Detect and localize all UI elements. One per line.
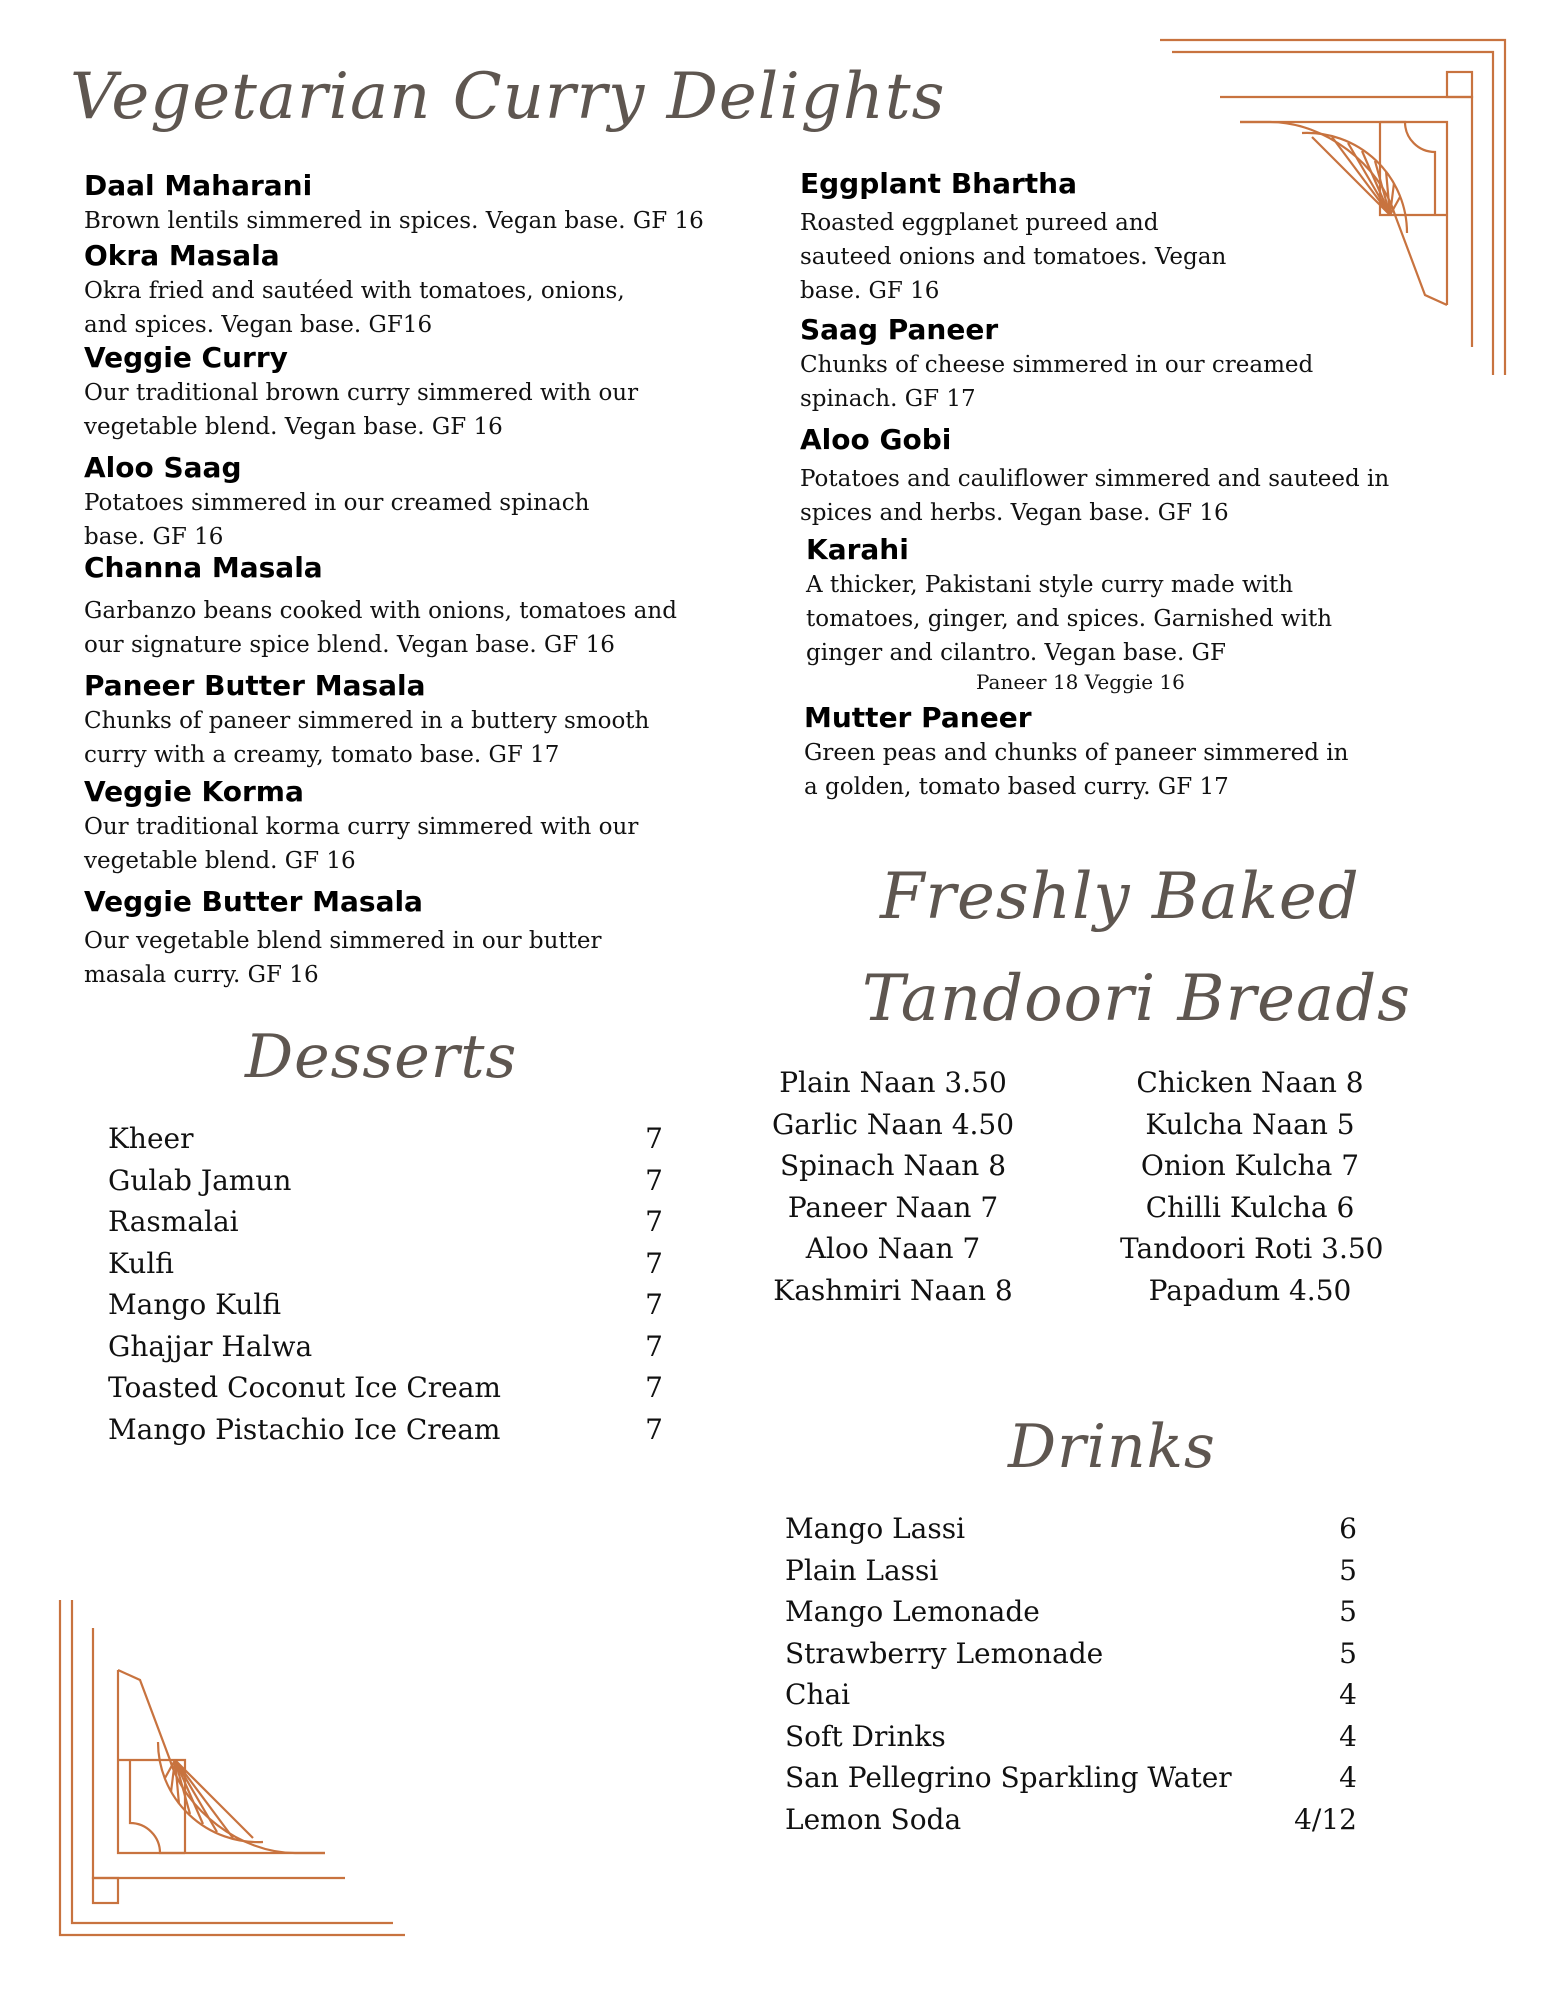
breads-list xyxy=(763,1062,1384,1311)
list-item xyxy=(785,1633,1357,1675)
list-item xyxy=(763,1270,1380,1312)
dish-description: masala curry. GF 16 xyxy=(84,962,319,988)
item-name: Mango Kulfi xyxy=(108,1288,282,1321)
dish-description: Potatoes and cauliflower simmered and sauteed in xyxy=(800,466,1390,492)
list-item xyxy=(108,1409,663,1451)
dish-name: Karahi xyxy=(806,533,909,566)
dish-name: Saag Paneer xyxy=(800,313,999,346)
item-name: Toasted Coconut Ice Cream xyxy=(108,1371,501,1404)
sub-prices: Paneer 18 Veggie 16 xyxy=(976,670,1185,694)
item-price: 6 xyxy=(1339,1512,1357,1545)
item-name: Rasmalai xyxy=(108,1205,239,1238)
dish-description: Our vegetable blend simmered in our butter xyxy=(84,928,602,954)
dish-name: Veggie Curry xyxy=(84,341,288,374)
dish-description: A thicker, Pakistani style curry made with xyxy=(806,572,1294,598)
curry-item xyxy=(800,422,1440,532)
list-item xyxy=(108,1160,663,1202)
item-name: Ghajjar Halwa xyxy=(108,1329,313,1363)
item-price: 7 xyxy=(645,1412,663,1446)
bread-item: Chicken Naan 8 xyxy=(1136,1066,1364,1099)
curry-item xyxy=(84,168,764,238)
dish-description: curry with a creamy, tomato base. GF 17 xyxy=(84,742,560,768)
dish-description: spices and herbs. Vegan base. GF 16 xyxy=(800,500,1229,526)
item-price: 4/12 xyxy=(1294,1802,1357,1836)
desserts-list xyxy=(108,1118,663,1450)
item-price: 4 xyxy=(1339,1719,1357,1753)
drinks-title: Drinks xyxy=(1008,1412,1216,1482)
item-price: 7 xyxy=(645,1371,663,1404)
dish-description: our signature spice blend. Vegan base. GF 16 xyxy=(84,632,615,658)
dish-name: Aloo Gobi xyxy=(800,423,952,456)
dish-description: and spices. Vegan base. GF16 xyxy=(84,312,433,338)
item-price: 4 xyxy=(1339,1761,1357,1794)
item-price: 7 xyxy=(645,1163,663,1197)
dish-description: base. GF 16 xyxy=(84,524,224,550)
list-item xyxy=(108,1284,663,1326)
dish-description: ginger and cilantro. Vegan base. GF xyxy=(806,640,1226,666)
curry-item xyxy=(84,774,764,884)
item-name: Kulfi xyxy=(108,1246,174,1280)
bread-item: Garlic Naan 4.50 xyxy=(771,1107,1015,1141)
list-item xyxy=(785,1508,1357,1550)
dish-name: Daal Maharani xyxy=(84,169,313,202)
curry-item xyxy=(84,450,764,550)
dish-name: Paneer Butter Masala xyxy=(84,669,426,702)
bread-item: Kulcha Naan 5 xyxy=(1145,1107,1355,1141)
curry-item xyxy=(84,668,764,774)
dish-description: Brown lentils simmered in spices. Vegan base. GF 16 xyxy=(84,208,704,234)
dish-description: sauteed onions and tomatoes. Vegan xyxy=(800,244,1227,270)
bread-item: Onion Kulcha 7 xyxy=(1140,1149,1360,1182)
list-item xyxy=(763,1104,1380,1146)
dish-description: spinach. GF 17 xyxy=(800,386,976,412)
dish-description: Chunks of paneer simmered in a buttery smooth xyxy=(84,708,650,734)
bread-item: Tandoori Roti 3.50 xyxy=(1120,1232,1384,1265)
curry-item xyxy=(84,238,764,340)
curries-left-column xyxy=(84,168,764,992)
bread-item: Papadum 4.50 xyxy=(1148,1273,1352,1307)
dish-name: Channa Masala xyxy=(84,551,323,584)
bread-item: Paneer Naan 7 xyxy=(787,1190,999,1224)
dish-description: vegetable blend. Vegan base. GF 16 xyxy=(84,414,503,440)
list-item xyxy=(108,1118,663,1160)
item-price: 7 xyxy=(645,1329,663,1363)
list-item xyxy=(785,1716,1357,1758)
item-name: Soft Drinks xyxy=(785,1719,946,1753)
list-item xyxy=(785,1674,1357,1716)
corner-ornament-bottom-left-icon xyxy=(55,1580,415,1940)
item-price: 5 xyxy=(1339,1553,1357,1587)
bread-item: Kashmiri Naan 8 xyxy=(773,1273,1013,1307)
item-name: Plain Lassi xyxy=(785,1553,939,1587)
item-name: Chai xyxy=(785,1678,851,1711)
dish-description: a golden, tomato based curry. GF 17 xyxy=(804,774,1229,800)
item-price: 7 xyxy=(645,1205,663,1238)
list-item xyxy=(108,1367,663,1409)
item-name: Kheer xyxy=(108,1122,194,1155)
breads-title-line1: Freshly Baked xyxy=(880,860,1360,934)
bread-item: Spinach Naan 8 xyxy=(779,1149,1007,1182)
dish-name: Mutter Paneer xyxy=(804,701,1032,734)
dish-description: Okra fried and sautéed with tomatoes, onions, xyxy=(84,278,625,304)
list-item xyxy=(785,1799,1357,1841)
list-item xyxy=(108,1243,663,1285)
item-name: Mango Lassi xyxy=(785,1512,966,1545)
item-price: 7 xyxy=(645,1246,663,1280)
dish-description: Garbanzo beans cooked with onions, tomatoes and xyxy=(84,598,677,624)
dish-name: Eggplant Bhartha xyxy=(800,167,1078,200)
dish-name: Okra Masala xyxy=(84,239,280,272)
list-item xyxy=(785,1757,1357,1799)
dish-description: Roasted eggplanet pureed and xyxy=(800,210,1159,236)
curry-item xyxy=(84,550,764,668)
item-price: 5 xyxy=(1339,1636,1357,1670)
item-name: Gulab Jamun xyxy=(108,1163,292,1197)
curry-item xyxy=(84,884,764,992)
list-item xyxy=(763,1228,1384,1270)
dish-name: Veggie Butter Masala xyxy=(84,885,423,918)
dish-description: tomatoes, ginger, and spices. Garnished with xyxy=(806,606,1333,632)
bread-item: Aloo Naan 7 xyxy=(805,1232,981,1265)
curries-right-column xyxy=(800,166,1440,804)
curry-item xyxy=(800,312,1440,422)
desserts-title: Desserts xyxy=(245,1022,518,1092)
dish-description: Our traditional brown curry simmered with our xyxy=(84,380,639,406)
list-item xyxy=(108,1326,663,1368)
item-name: San Pellegrino Sparkling Water xyxy=(785,1761,1232,1794)
dish-description: vegetable blend. GF 16 xyxy=(84,848,356,874)
dish-description: Potatoes simmered in our creamed spinach xyxy=(84,490,590,516)
bread-item: Chilli Kulcha 6 xyxy=(1145,1190,1355,1224)
list-item xyxy=(108,1201,663,1243)
dish-name: Veggie Korma xyxy=(84,775,304,808)
dish-description: Chunks of cheese simmered in our creamed xyxy=(800,352,1314,378)
item-name: Mango Pistachio Ice Cream xyxy=(108,1412,501,1446)
list-item xyxy=(785,1550,1357,1592)
curry-item xyxy=(800,700,1440,804)
list-item xyxy=(763,1145,1380,1187)
curry-item xyxy=(800,166,1440,312)
list-item xyxy=(763,1187,1380,1229)
curry-item xyxy=(800,532,1440,700)
dish-description: Our traditional korma curry simmered with our xyxy=(84,814,639,840)
list-item xyxy=(763,1062,1380,1104)
curry-item xyxy=(84,340,764,450)
list-item xyxy=(785,1591,1357,1633)
curries-title: Vegetarian Curry Delights xyxy=(70,60,946,134)
drinks-list xyxy=(785,1508,1357,1840)
item-price: 4 xyxy=(1339,1678,1357,1711)
item-name: Strawberry Lemonade xyxy=(785,1636,1104,1670)
dish-description: base. GF 16 xyxy=(800,278,940,304)
item-price: 5 xyxy=(1339,1595,1357,1628)
item-name: Mango Lemonade xyxy=(785,1595,1040,1628)
dish-description: Green peas and chunks of paneer simmered in xyxy=(804,740,1349,766)
item-price: 7 xyxy=(645,1288,663,1321)
breads-title-line2: Tandoori Breads xyxy=(862,962,1411,1036)
dish-name: Aloo Saag xyxy=(84,451,242,484)
bread-item: Plain Naan 3.50 xyxy=(779,1066,1007,1099)
item-name: Lemon Soda xyxy=(785,1802,962,1836)
item-price: 7 xyxy=(645,1122,663,1155)
